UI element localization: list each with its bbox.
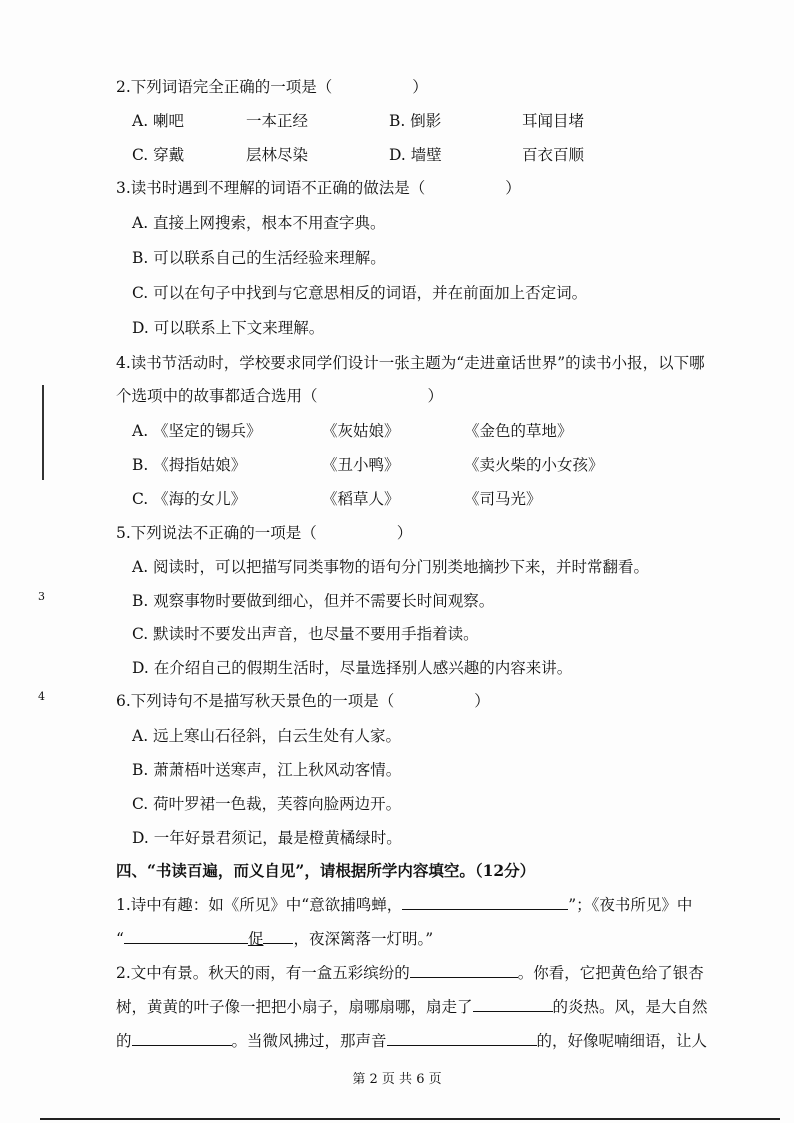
fill2-blank-1[interactable] — [410, 961, 518, 978]
q6-option-a: A. 远上寒山石径斜，白云生处有人家。 — [132, 727, 402, 745]
q3-stem-text: 3.读书时遇到不理解的词语不正确的做法是（ — [116, 179, 426, 197]
fill2-text-g: 的，好像呢喃细语，让人 — [536, 1032, 708, 1050]
q2-option-d: D. 墙壁 — [389, 146, 442, 164]
fill1-char-cu: 促 — [247, 930, 264, 948]
fill1-open-quote: “ — [116, 930, 124, 948]
fill1-line1 — [116, 893, 692, 916]
q6-stem-text: 6.下列诗句不是描写秋天景色的一项是（ — [116, 692, 395, 710]
q3-option-c: C. 可以在句子中找到与它意思相反的词语，并在前面加上否定词。 — [132, 284, 588, 302]
q2-option-c: C. 穿戴 — [132, 146, 185, 164]
q4-stem-text: 个选项中的故事都适合选用（ — [116, 387, 318, 405]
q4-b-2: 《丑小鸭》 — [322, 456, 400, 474]
q3-option-b: B. 可以联系自己的生活经验来理解。 — [132, 249, 386, 267]
fill2-text-b: 。你看，它把黄色给了银杏 — [517, 964, 704, 982]
q6-option-b: B. 萧萧梧叶送寒声，江上秋风动客情。 — [132, 761, 402, 779]
fill2-text-f: 。当微风拂过，那声音 — [231, 1032, 387, 1050]
q2-option-d-word: 百衣百顺 — [522, 146, 585, 164]
q4-c-1: C. 《海的女儿》 — [132, 490, 247, 508]
fill2-text-d: 的炎热。风，是大自然 — [552, 998, 708, 1016]
fill1-line2 — [116, 927, 433, 950]
q2-option-a: A. 喇吧 — [132, 112, 185, 130]
q4-a-1: A. 《坚定的锡兵》 — [132, 422, 262, 440]
q4-stem-line2 — [116, 385, 443, 407]
fill2-text-c: 树，黄黄的叶子像一把把小扇子，扇哪扇哪，扇走了 — [116, 998, 473, 1016]
q5-option-c: C. 默读时不要发出声音，也尽量不要用手指着读。 — [132, 625, 479, 643]
q5-stem-text: 5.下列说法不正确的一项是（ — [116, 524, 317, 542]
margin-glyph-2: 4 — [38, 690, 45, 703]
q6-stem — [116, 690, 490, 712]
q3-option-d: D. 可以联系上下文来理解。 — [132, 319, 325, 337]
q4-c-3: 《司马光》 — [464, 490, 542, 508]
fill2-line1 — [116, 961, 704, 984]
q2-stem — [116, 76, 428, 98]
q3-stem — [116, 177, 521, 199]
fill1-blank-3[interactable] — [263, 927, 293, 944]
q4-a-3: 《金色的草地》 — [464, 422, 573, 440]
q2-option-a-word: 一本正经 — [246, 112, 309, 130]
margin-line-mark — [42, 385, 44, 480]
q5-stem — [116, 522, 412, 544]
q4-a-2: 《灰姑娘》 — [322, 422, 400, 440]
q5-close: ） — [396, 524, 413, 542]
fill2-line3 — [116, 1029, 707, 1052]
fill2-line2 — [116, 995, 708, 1018]
q4-b-3: 《卖火柴的小女孩》 — [464, 456, 604, 474]
q5-option-a: A. 阅读时，可以把描写同类事物的语句分门别类地摘抄下来，并时常翻看。 — [132, 558, 650, 576]
q3-option-a: A. 直接上网搜索，根本不用查字典。 — [132, 214, 386, 232]
fill1-blank-2[interactable] — [124, 927, 248, 944]
q5-option-d: D. 在介绍自己的假期生活时，尽量选择别人感兴趣的内容来讲。 — [132, 659, 573, 677]
margin-glyph-1: 3 — [38, 590, 45, 603]
q4-close: ） — [427, 387, 444, 405]
q2-stem-text: 2.下列词语完全正确的一项是（ — [116, 78, 333, 96]
fill1-text-a: 1.诗中有趣：如《所见》中“意欲捕鸣蝉， — [116, 896, 403, 914]
q2-option-c-word: 层林尽染 — [246, 146, 309, 164]
q2-option-b: B. 倒影 — [389, 112, 442, 130]
q4-c-2: 《稻草人》 — [322, 490, 400, 508]
q6-option-c: C. 荷叶罗裙一色裁，芙蓉向脸两边开。 — [132, 795, 402, 813]
fill1-text-b: ”；《夜书所见》中 — [568, 896, 693, 914]
fill1-blank-1[interactable] — [402, 893, 568, 910]
fill2-text-a: 2.文中有景。秋天的雨，有一盒五彩缤纷的 — [116, 964, 410, 982]
q3-close: ） — [505, 179, 521, 197]
q6-option-d: D. 一年好景君须记，最是橙黄橘绿时。 — [132, 829, 402, 847]
q2-option-b-word: 耳闻目堵 — [522, 112, 585, 130]
fill2-blank-3[interactable] — [132, 1029, 232, 1046]
fill1-text-c: ，夜深篱落一灯明。” — [293, 930, 434, 948]
q5-option-b: B. 观察事物时要做到细心，但并不需要长时间观察。 — [132, 592, 495, 610]
fill2-blank-2[interactable] — [473, 995, 553, 1012]
q4-stem-line1: 4.读书节活动时，学校要求同学们设计一张主题为“走进童话世界”的读书小报，以下哪 — [116, 354, 705, 372]
q6-close: ） — [474, 692, 490, 710]
fill2-blank-4[interactable] — [387, 1029, 537, 1046]
section4-heading: 四、“书读百遍，而义自见”，请根据所学内容填空。（12分） — [116, 861, 536, 880]
fill2-text-e: 的 — [116, 1032, 132, 1050]
q4-b-1: B. 《拇指姑娘》 — [132, 456, 247, 474]
q2-close: ） — [412, 78, 428, 96]
page-number: 第 2 页 共 6 页 — [352, 1072, 442, 1087]
bottom-rule — [40, 1118, 780, 1120]
